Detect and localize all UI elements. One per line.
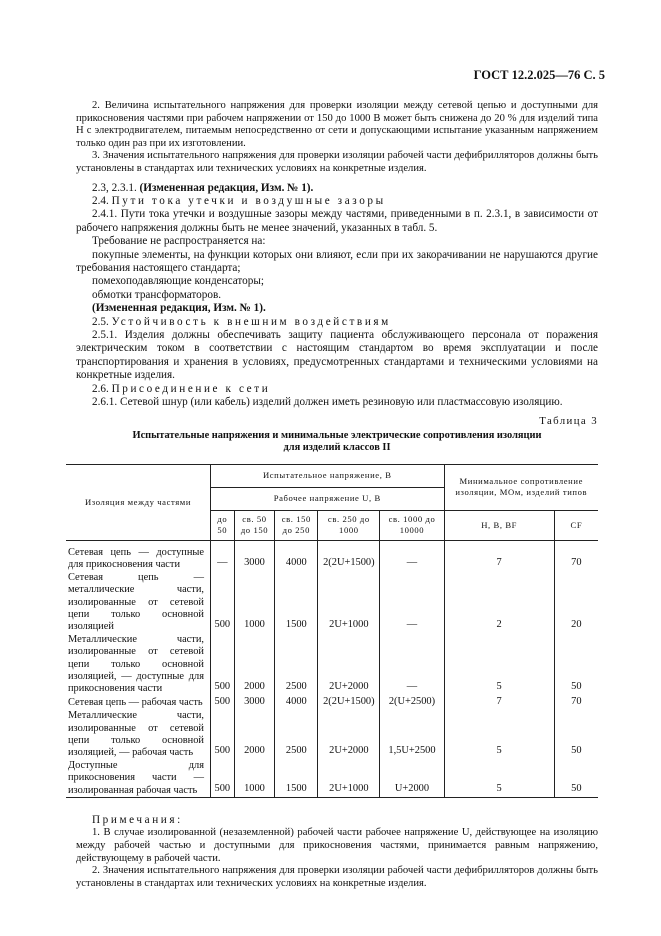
note-1: 1. В случае изолированной (незаземленной) рабочей части рабочее напряжение U, действующее на изоляцию между рабочей частью и доступными для прикосновения частями, принимается равным напряжению, действующему в рабочей части. — [76, 827, 598, 864]
section-number: 2.3, 2.3.1. — [92, 181, 137, 194]
table-cell: 500 — [211, 760, 235, 798]
table-cell: 500 — [211, 634, 235, 696]
table-cell: 500 — [211, 710, 235, 760]
table-row — [66, 710, 598, 760]
col-header: Н, В, BF — [444, 510, 554, 540]
section-2-3-amendment — [76, 182, 598, 195]
amendment-label: (Измененная редакция, Изм. № 1). — [139, 181, 314, 194]
table-row — [66, 760, 598, 798]
table-cell: — — [380, 634, 444, 696]
table-cell: 50 — [571, 782, 582, 794]
col-header: св. 1000 до 10000 — [380, 510, 444, 540]
table-cell: 2U+2000 — [318, 710, 380, 760]
section-2-4-1: 2.4.1. Пути тока утечки и воздушные зазоры между частями, приведенными в п. 2.3.1, в зависимости от рабочего напряжения должны быть не менее значений, указанных в табл. 5. — [76, 208, 598, 234]
row-label: Сетевая цепь — рабочая часть — [66, 696, 211, 710]
table-cell: 1000 — [234, 572, 275, 634]
table-cell: — — [380, 540, 444, 571]
table-cell: 1000 — [234, 760, 275, 798]
table-cell: 1500 — [275, 572, 318, 634]
table-title: Испытательные напряжения и минимальные электрические сопротивления изоляции для изделий классов II — [132, 429, 542, 453]
section-2-5-1: 2.5.1. Изделия должны обеспечивать защиту пациента обслуживающего персонала от поражения электрическим током в соответствии с настоящим стандартом во время эксплуатации и после транспортирования и хранения в условиях, предусмотренных стандартами и техническими условиями на конкретные изделия. — [76, 329, 598, 382]
table-cell: 5 — [444, 760, 554, 798]
table-cell: — — [211, 540, 235, 571]
section-2-6-1: 2.6.1. Сетевой шнур (или кабель) изделий должен иметь резиновую или пластмассовую изоляцию. — [92, 396, 563, 409]
table-cell: 1500 — [275, 760, 318, 798]
page-header: ГОСТ 12.2.025—76 С. 5 — [473, 68, 605, 82]
table-cell: 70 — [571, 695, 582, 707]
table-caption: Таблица 3 — [539, 415, 598, 428]
table-cell: 5 — [444, 634, 554, 696]
section-number: 2.6. — [92, 382, 109, 395]
document-body — [68, 100, 598, 890]
table-cell: 500 — [211, 696, 235, 710]
section-number: 2.5. — [92, 315, 109, 328]
table-cell: 2500 — [275, 710, 318, 760]
requirement-item-2: помехоподавляющие конденсаторы; — [92, 275, 264, 288]
col-header: св. 150 до 250 — [275, 510, 318, 540]
col-header: св. 250 до 1000 — [318, 510, 380, 540]
table-cell: 50 — [571, 681, 582, 693]
header-test-voltage: Испытательное напряжение, В — [211, 464, 445, 487]
row-label: Сетевая цепь — доступные для прикосновения части — [66, 540, 211, 571]
col-header: св. 50 до 150 — [234, 510, 275, 540]
table-cell: 2(2U+1500) — [318, 540, 380, 571]
note-2: 2. Значения испытательного напряжения для проверки изоляции рабочей части дефибрилляторов должны быть установлены в стандартах или технических условиях на конкретные изделия. — [76, 865, 598, 889]
section-title: Пути тока утечки и воздушные зазоры — [111, 194, 386, 207]
table-cell: 4000 — [275, 540, 318, 571]
table-cell: 500 — [211, 572, 235, 634]
table-cell: 2500 — [275, 634, 318, 696]
col-header: до 50 — [211, 510, 235, 540]
table-cell: 3000 — [234, 696, 275, 710]
requirement-item-3: обмотки трансформаторов. — [92, 288, 222, 301]
notes-title: Примечания: — [92, 814, 183, 826]
intro-note-3: 3. Значения испытательного напряжения для проверки изоляции рабочей части дефибрилляторов должны быть установлены в стандартах или технических условиях на конкретные изделия. — [76, 150, 598, 174]
table-cell: 5 — [444, 710, 554, 760]
table-cell: 2000 — [234, 710, 275, 760]
col-header: CF — [554, 510, 598, 540]
table-row — [66, 572, 598, 634]
table-cell: — — [380, 572, 444, 634]
requirement-item-1: покупные элементы, на функции которых они влияют, если при их закорачивании не нарушаются другие требования настоящего стандарта; — [76, 248, 598, 274]
table-cell: 20 — [571, 619, 582, 631]
section-title: Присоединение к сети — [111, 382, 271, 395]
table-cell: 2(2U+1500) — [318, 696, 380, 710]
table-cell: 2000 — [234, 634, 275, 696]
requirement-intro: Требование не распространяется на: — [92, 235, 266, 248]
table-row — [66, 696, 598, 710]
intro-note-2: 2. Величина испытательного напряжения для проверки изоляции между сетевой цепью и доступными для прикосновения частями при рабочем напряжении от 150 до 1000 В может быть снижена до 20 % для изделий типа Н с электродвигателем, питаемым непосредственно от сети и допускающими испытание указанным напряжением только один раз при их изготовлении. — [76, 100, 598, 149]
row-label: Доступные для прикосновения части — изолированная рабочая часть — [66, 760, 211, 798]
section-2-6-heading — [76, 383, 598, 396]
table-row — [66, 634, 598, 696]
table-cell: 2U+2000 — [318, 634, 380, 696]
table-cell: 7 — [444, 696, 554, 710]
table-cell: 2U+1000 — [318, 760, 380, 798]
row-label: Сетевая цепь — металлические части, изолированные от сетевой цепи только основной изоляцией — [66, 572, 211, 634]
insulation-table — [66, 464, 598, 798]
table-cell: 4000 — [275, 696, 318, 710]
row-label: Металлические части, изолированные от сетевой цепи только основной изоляцией, — доступные для прикосновения части — [66, 634, 211, 696]
table-cell: 2 — [444, 572, 554, 634]
table-cell: 3000 — [234, 540, 275, 571]
table-cell: 1,5U+2500 — [380, 710, 444, 760]
header-min-resistance: Минимальное сопротивление изоляции, МОм, изделий типов — [455, 476, 588, 498]
table-body — [66, 540, 598, 797]
section-2-4-heading — [76, 195, 598, 208]
table-row — [66, 540, 598, 571]
table-cell: U+2000 — [380, 760, 444, 798]
table-cell: 70 — [571, 557, 582, 569]
table-cell: 7 — [444, 540, 554, 571]
section-title: Устойчивость к внешним воздействиям — [111, 315, 391, 328]
row-label: Металлические части, изолированные от сетевой цепи только основной изоляцией, — рабочая часть — [66, 710, 211, 760]
section-2-5-heading — [76, 316, 598, 329]
notes-block — [76, 814, 598, 890]
table-cell: 2(U+2500) — [380, 696, 444, 710]
table-cell: 50 — [571, 745, 582, 757]
table-cell: 2U+1000 — [318, 572, 380, 634]
header-isolation: Изоляция между частями — [66, 464, 211, 540]
header-work-voltage: Рабочее напряжение U, В — [211, 487, 445, 510]
section-number: 2.4. — [92, 194, 109, 207]
amendment-label-2: (Измененная редакция, Изм. № 1). — [92, 302, 266, 315]
